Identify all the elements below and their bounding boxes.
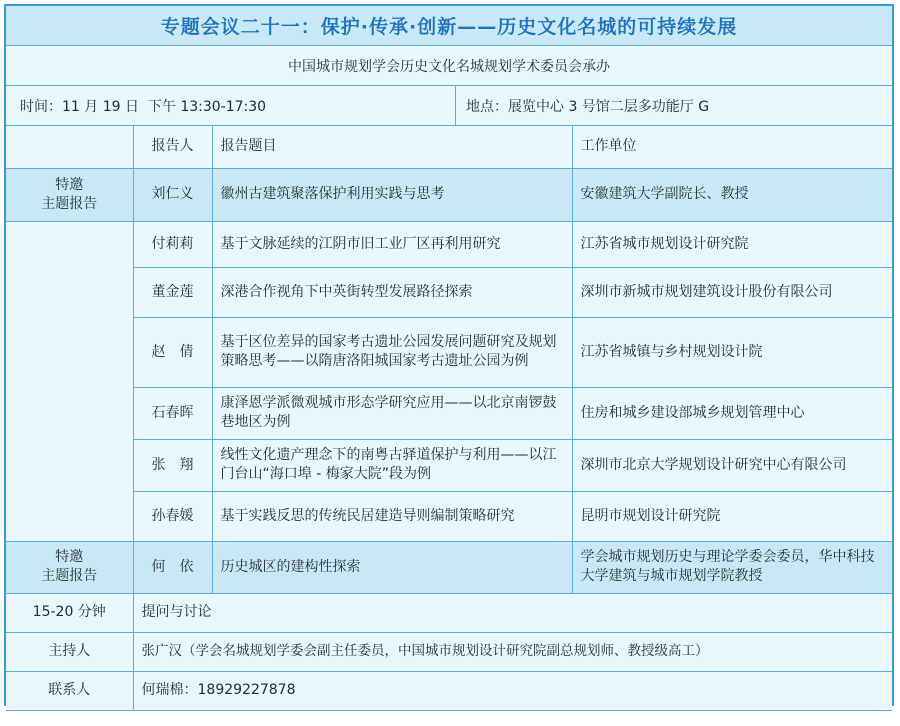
table-row (6, 267, 892, 317)
column-header-topic: 报告题目 (212, 126, 572, 168)
column-header-org: 工作单位 (572, 126, 892, 168)
location-label: 地点： (466, 98, 508, 115)
table-row (6, 168, 892, 221)
org-cell: 深圳市北京大学规划设计研究中心有限公司 (572, 439, 892, 491)
table-row (6, 221, 892, 267)
org-cell: 江苏省城镇与乡村规划设计院 (572, 317, 892, 387)
topic-cell: 康泽恩学派微观城市形态学研究应用——以北京南锣鼓巷地区为例 (212, 387, 572, 439)
host-value: 张广汉（学会名城规划学委会副主任委员，中国城市规划设计研究院副总规划师、教授级高工） (133, 632, 892, 671)
org-cell: 学会城市规划历史与理论学委会委员，华中科技大学建筑与城市规划学院教授 (572, 541, 892, 593)
speaker-table (6, 126, 892, 711)
discussion-label: 15-20 分钟 (6, 593, 133, 632)
column-header-speaker: 报告人 (133, 126, 212, 168)
table-row (6, 387, 892, 439)
location-cell (466, 86, 709, 125)
topic-cell: 徽州古建筑聚落保护利用实践与思考 (212, 168, 572, 221)
org-cell: 江苏省城市规划设计研究院 (572, 221, 892, 267)
info-divider (455, 86, 456, 125)
topic-cell: 基于文脉延续的江阴市旧工业厂区再利用研究 (212, 221, 572, 267)
session-schedule (4, 4, 894, 706)
speaker-cell: 付莉莉 (133, 221, 212, 267)
header-empty-cell (6, 126, 133, 168)
org-cell: 安徽建筑大学副院长、教授 (572, 168, 892, 221)
location-value: 展览中心 3 号馆二层多功能厅 G (508, 98, 710, 115)
contact-row (6, 671, 892, 710)
speaker-cell: 董金莲 (133, 267, 212, 317)
topic-cell: 基于实践反思的传统民居建造导则编制策略研究 (212, 491, 572, 541)
table-row (6, 439, 892, 491)
category-cell (6, 541, 133, 593)
topic-cell: 深港合作视角下中英街转型发展路径探索 (212, 267, 572, 317)
org-cell: 深圳市新城市规划建筑设计股份有限公司 (572, 267, 892, 317)
topic-cell: 线性文化遗产理念下的南粤古驿道保护与利用——以江门台山“海口埠 - 梅家大院”段为例 (212, 439, 572, 491)
discussion-value: 提问与讨论 (133, 593, 892, 632)
host-row (6, 632, 892, 671)
time-value: 11 月 19 日 下午 13:30-17:30 (62, 98, 267, 115)
category-cell-empty (6, 221, 133, 541)
table-header-row (6, 126, 892, 168)
table-row (6, 541, 892, 593)
speaker-cell: 赵 倩 (133, 317, 212, 387)
time-location-row (6, 86, 892, 126)
category-label: 特邀 主题报告 (41, 176, 98, 212)
contact-value: 何瑞棉：18929227878 (133, 671, 892, 710)
session-title: 专题会议二十一：保护·传承·创新——历史文化名城的可持续发展 (6, 6, 892, 46)
speaker-cell: 何 依 (133, 541, 212, 593)
time-cell (20, 86, 266, 125)
speaker-cell: 孙春媛 (133, 491, 212, 541)
org-cell: 昆明市规划设计研究院 (572, 491, 892, 541)
topic-cell: 历史城区的建构性探索 (212, 541, 572, 593)
speaker-cell: 刘仁义 (133, 168, 212, 221)
speaker-cell: 石春晖 (133, 387, 212, 439)
contact-label: 联系人 (6, 671, 133, 710)
topic-cell: 基于区位差异的国家考古遗址公园发展问题研究及规划策略思考——以隋唐洛阳城国家考古遗址公园为例 (212, 317, 572, 387)
category-cell (6, 168, 133, 221)
org-cell: 住房和城乡建设部城乡规划管理中心 (572, 387, 892, 439)
time-label: 时间： (20, 98, 62, 115)
host-label: 主持人 (6, 632, 133, 671)
table-row (6, 491, 892, 541)
table-row (6, 317, 892, 387)
category-label: 特邀 主题报告 (41, 549, 98, 584)
organizer-line: 中国城市规划学会历史文化名城规划学术委员会承办 (6, 46, 892, 86)
speaker-cell: 张 翔 (133, 439, 212, 491)
discussion-row (6, 593, 892, 632)
